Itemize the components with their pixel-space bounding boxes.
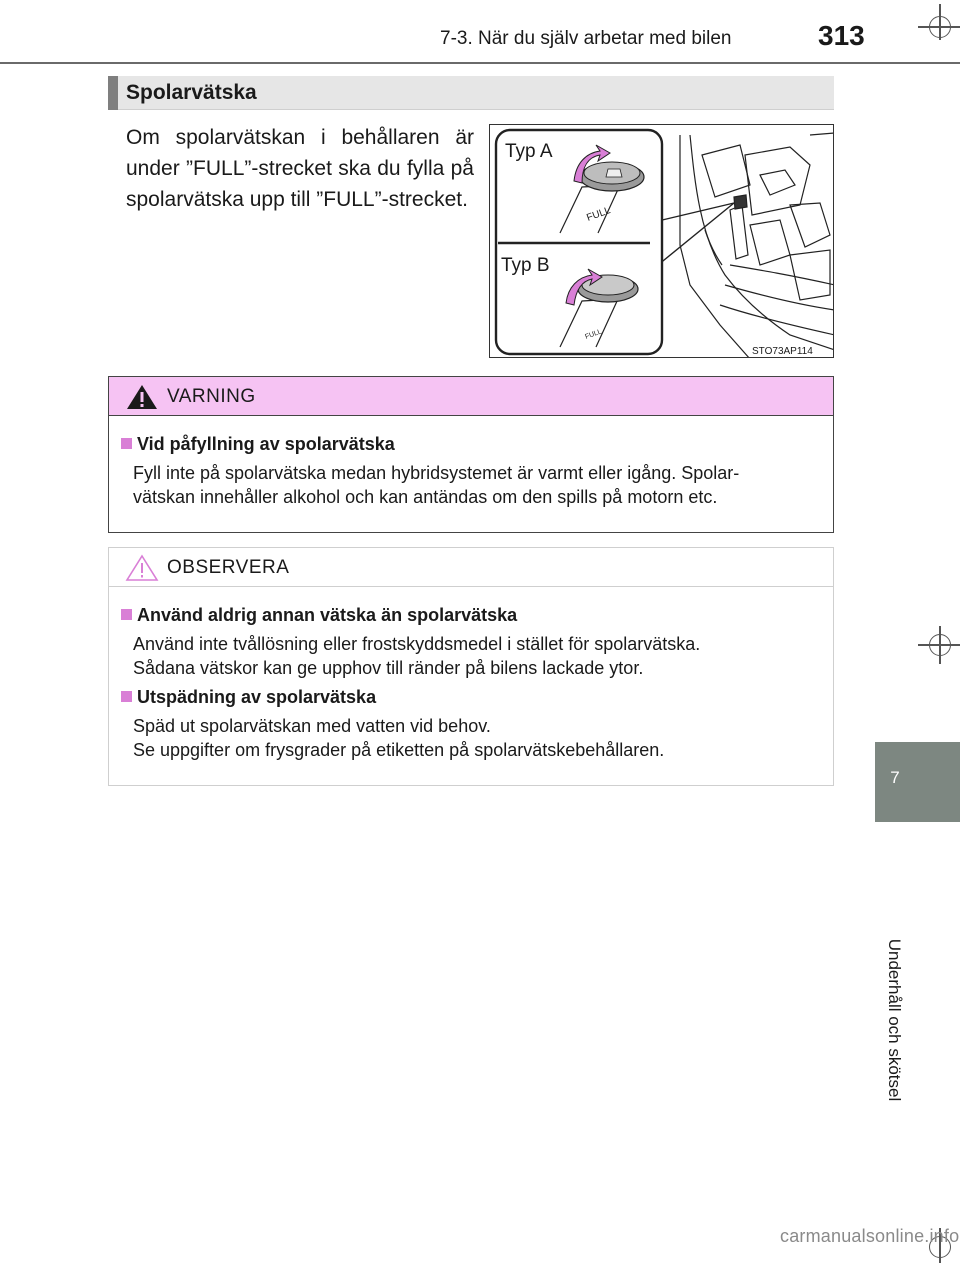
cap-a-full-text: FULL	[585, 205, 613, 224]
warning-item-body	[133, 461, 829, 509]
section-heading	[108, 76, 834, 110]
warning-title: VARNING	[167, 386, 256, 407]
engine-bay-drawing	[680, 133, 834, 358]
notice-header	[109, 548, 833, 587]
section-heading-text: Spolarvätska	[126, 81, 257, 104]
washer-fluid-illustration-svg	[490, 125, 834, 358]
page-number: 313	[818, 20, 865, 51]
figure-code: STO73AP114	[752, 346, 813, 357]
notice-1-line-2: Sådana vätskor kan ge upphov till ränder på bilens lackade ytor.	[133, 658, 644, 678]
notice-item-1-body	[133, 632, 829, 680]
washer-fluid-illustration	[489, 124, 834, 358]
warning-box	[108, 376, 834, 533]
chapter-number: 7	[890, 768, 900, 787]
label-typ-a: Typ A	[505, 141, 553, 162]
warning-item-heading: Vid påfyllning av spolarvätska	[121, 434, 395, 455]
chapter-label: Underhåll och skötsel	[885, 938, 904, 1102]
warning-line-2: vätskan innehåller alkohol och kan antändas om den spills på motorn etc.	[133, 487, 718, 507]
warning-triangle-icon	[125, 383, 159, 411]
notice-2-line-1: Späd ut spolarvätskan med vatten vid behov.	[133, 716, 491, 736]
notice-item-1-heading: Använd aldrig annan vätska än spolarvätska	[121, 605, 517, 626]
warning-line-1: Fyll inte på spolarvätska medan hybridsystemet är varmt eller igång. Spolar-	[133, 463, 740, 483]
section-heading-bar	[108, 76, 118, 110]
running-header-section: 7-3. När du själv arbetar med bilen	[440, 28, 732, 49]
notice-item-2-heading: Utspädning av spolarvätska	[121, 687, 376, 708]
notice-box	[108, 547, 834, 786]
warning-header	[109, 377, 833, 416]
crop-mark-line-mid-v	[939, 626, 941, 664]
watermark: carmanualsonline.info	[780, 1226, 960, 1246]
header-rule	[0, 62, 960, 64]
bullet-square-icon	[121, 438, 132, 449]
callout-lines	[658, 203, 734, 265]
notice-2-line-2: Se uppgifter om frysgrader på etiketten på spolarvätskebehållaren.	[133, 740, 665, 760]
notice-triangle-icon	[125, 554, 159, 582]
intro-paragraph: Om spolarvätskan i behållaren är under ”FULL”-strecket ska du fylla på spolarvätska upp till ”FULL”-strecket.	[126, 126, 474, 211]
notice-title: OBSERVERA	[167, 557, 290, 578]
notice-1-line-1: Använd inte tvållösning eller frostskyddsmedel i stället för spolarvätska.	[133, 634, 701, 654]
crop-mark-line-top-v	[939, 4, 941, 40]
bullet-square-icon	[121, 691, 132, 702]
cap-b-full-text: FULL	[584, 328, 603, 341]
label-typ-b: Typ B	[501, 255, 550, 276]
bullet-square-icon	[121, 609, 132, 620]
notice-item-2-body	[133, 714, 829, 762]
